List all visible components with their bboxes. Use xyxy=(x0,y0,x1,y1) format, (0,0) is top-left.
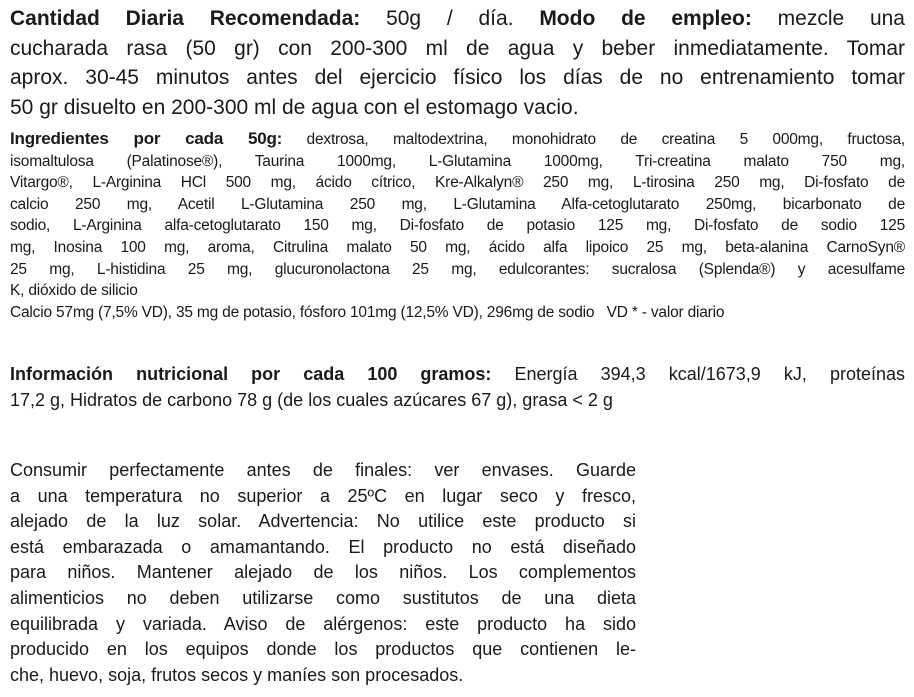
ingredients-line: Vitargo®, L-Arginina HCl 500 mg, ácido cítrico, Kre-Alkalyn® 250 mg, L-tirosina 250 mg, Di-fosfato de xyxy=(10,174,905,192)
warning-line: equilibrada y variada. Aviso de alérgenos: este producto ha sido xyxy=(10,613,636,634)
nutrition-text: Energía 394,3 kcal/1673,9 kJ, proteínas xyxy=(491,364,905,384)
usage-line: cucharada rasa (50 gr) con 200-300 ml de agua y beber inmediatamente. Tomar xyxy=(10,36,905,60)
warning-line: producido en los equipos donde los productos que contienen le- xyxy=(10,639,636,660)
usage-line xyxy=(10,4,905,34)
usage-text: mezcle una xyxy=(751,7,905,30)
warning-line: está embarazada o amamantando. El producto no está diseñado xyxy=(10,536,636,557)
nutrition-section xyxy=(10,361,905,413)
nutrition-label: Información nutricional por cada 100 gramos: xyxy=(10,364,492,384)
ingredients-line: K, dióxido de silicio xyxy=(10,282,138,300)
warning-line: alejado de la luz solar. Advertencia: No utilice este producto si xyxy=(10,511,636,532)
ingredients-line: calcio 250 mg, Acetil L-Glutamina 250 mg, L-Glutamina Alfa-cetoglutarato 250mg, bicarbonato de xyxy=(10,195,905,213)
warning-line: Consumir perfectamente antes de finales: ver envases. Guarde xyxy=(10,460,636,480)
nutrition-line: 17,2 g, Hidratos de carbono 78 g (de los cuales azúcares 67 g), grasa < 2 g xyxy=(10,390,613,410)
warnings-section xyxy=(10,458,636,688)
usage-line: aprox. 30-45 minutos antes del ejercicio físico los días de no entrenamiento tomar xyxy=(10,66,905,89)
ingredients-line: sodio, L-Arginina alfa-cetoglutarato 150 mg, Di-fosfato de potasio 125 mg, Di-fosfato de sodio 125 xyxy=(10,217,905,235)
warning-line: che, huevo, soja, frutos secos y maníes son procesados. xyxy=(10,664,464,685)
ingredients-line: isomaltulosa (Palatinose®), Taurina 1000mg, L-Glutamina 1000mg, Tri-creatina malato 750 mg, xyxy=(10,152,905,170)
ingredients-text: dextrosa, maltodextrina, monohidrato de creatina 5 000mg, fructosa, xyxy=(282,131,905,148)
ingredients-line: 25 mg, L-histidina 25 mg, glucuronolactona 25 mg, edulcorantes: sucralosa (Splenda®) y acesulfame xyxy=(10,260,905,278)
nutrition-line xyxy=(10,361,905,387)
usage-line: 50 gr disuelto en 200-300 ml de agua con el estomago vacio. xyxy=(10,95,579,119)
warning-line: alimenticios no deben utilizarse como sustitutos de una dieta xyxy=(10,587,636,608)
ingredients-line: mg, Inosina 100 mg, aroma, Citrulina malato 50 mg, ácido alfa lipoico 25 mg, beta-alanina CarnoSyn® xyxy=(10,238,905,256)
ingredients-label: Ingredientes por cada 50g: xyxy=(10,129,283,148)
warning-line: para niños. Mantener alejado de los niños. Los complementos xyxy=(10,562,636,583)
dose-value: 50g / día. xyxy=(360,7,540,30)
minerals-line: Calcio 57mg (7,5% VD), 35 mg de potasio, fósforo 101mg (12,5% VD), 296mg de sodio VD * - valor diario xyxy=(10,303,725,321)
mode-label: Modo de empleo: xyxy=(539,7,752,30)
ingredients-section xyxy=(10,128,905,323)
warning-line: a una temperatura no superior a 25ºC en lugar seco y fresco, xyxy=(10,485,636,506)
dose-label: Cantidad Diaria Recomendada: xyxy=(10,7,361,30)
usage-section xyxy=(10,4,905,122)
ingredients-line xyxy=(10,128,905,151)
